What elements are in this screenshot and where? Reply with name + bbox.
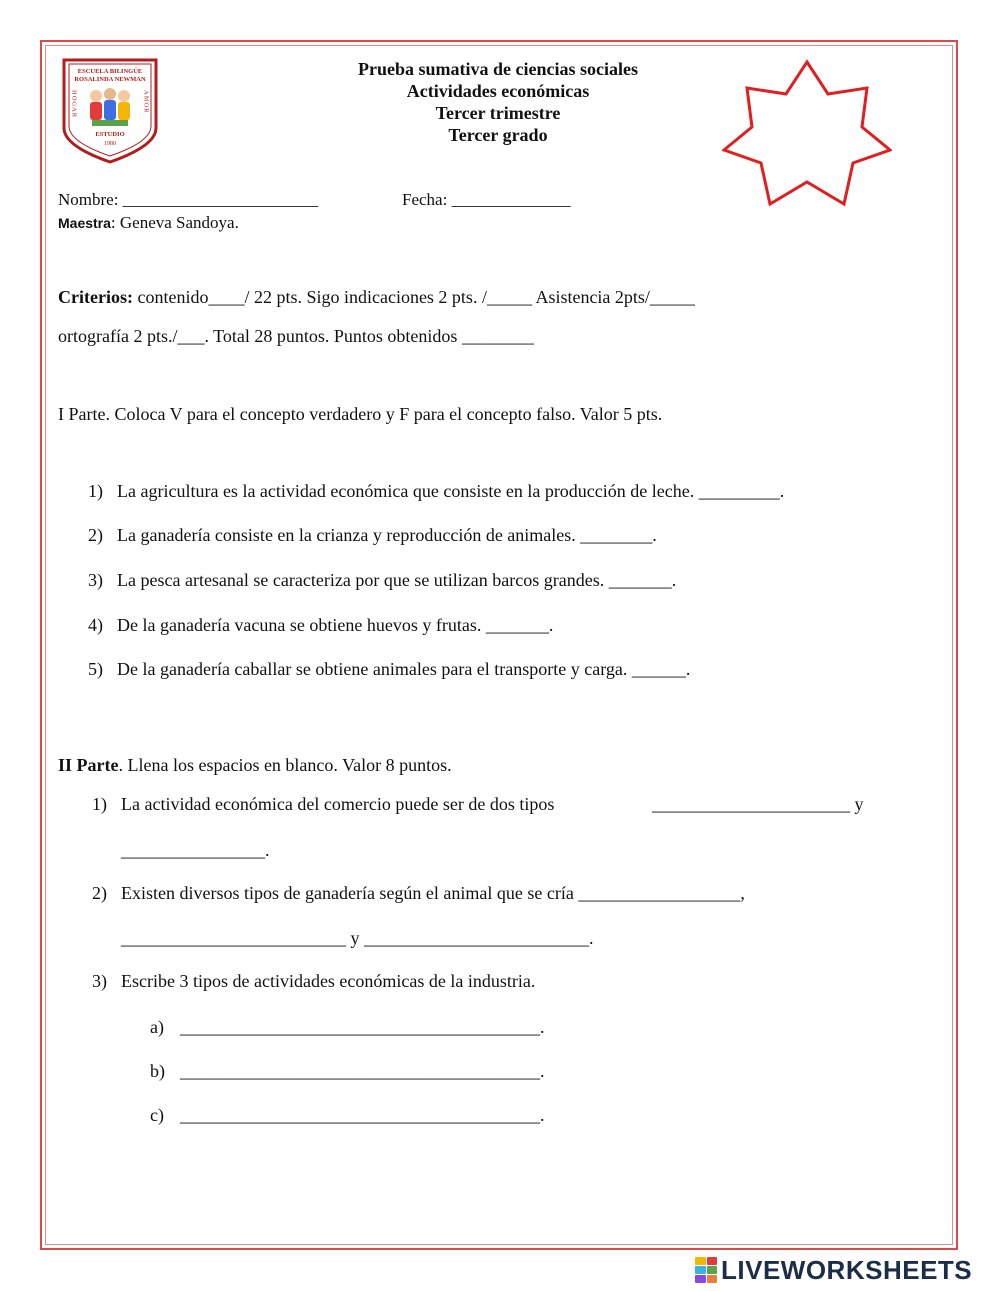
name-field[interactable]: Nombre: _______________________ — [58, 190, 319, 209]
header-line-1: Prueba sumativa de ciencias sociales — [358, 59, 638, 79]
header-line-4: Tercer grado — [448, 125, 548, 145]
part2-q3 — [92, 971, 535, 992]
liveworksheets-icon — [695, 1257, 717, 1283]
part2-q2-blanks[interactable]: _________________________ y _________________________. — [121, 928, 594, 948]
liveworksheets-brand: LIVEWORKSHEETS — [721, 1254, 973, 1285]
part1-item-2[interactable] — [88, 525, 657, 546]
part1-item-5[interactable] — [88, 659, 690, 680]
teacher-label: Maestra — [58, 215, 111, 231]
part2-q1-blank-2[interactable]: ________________. — [121, 840, 270, 860]
logo-bottom-word: ESTUDIO — [95, 131, 125, 138]
part1-item-1[interactable] — [88, 481, 784, 502]
part2-q3-option-c[interactable] — [150, 1105, 545, 1126]
date-field[interactable]: Fecha: ______________ — [402, 190, 571, 209]
q-number: 3) — [92, 971, 107, 991]
option-letter: a) — [150, 1017, 164, 1037]
item-number: 4) — [88, 615, 103, 635]
part2-instruction-text: . Llena los espacios en blanco. Valor 8 puntos. — [118, 755, 452, 775]
criteria-line-2[interactable]: ortografía 2 pts./___. Total 28 puntos. Puntos obtenidos ________ — [58, 326, 534, 346]
teacher-line — [58, 213, 239, 233]
logo-right-word: AMOR — [142, 90, 150, 114]
part2-q1-blank-1[interactable]: ______________________ y — [652, 794, 864, 814]
q-text: Escribe 3 tipos de actividades económicas de la industria. — [121, 971, 536, 991]
part1-instruction: I Parte. Coloca V para el concepto verdadero y F para el concepto falso. Valor 5 pts. — [58, 404, 663, 424]
school-logo — [60, 58, 160, 164]
item-number: 1) — [88, 481, 103, 501]
option-letter: c) — [150, 1105, 164, 1125]
teacher-name: : Geneva Sandoya. — [110, 213, 239, 232]
logo-year: 1980 — [104, 141, 116, 147]
part2-q1 — [92, 794, 554, 815]
part2-q2[interactable] — [92, 883, 745, 904]
q-number: 1) — [92, 794, 107, 814]
item-text[interactable]: La pesca artesanal se caracteriza por que se utilizan barcos grandes. _______. — [117, 570, 677, 590]
item-text[interactable]: La ganadería consiste en la crianza y reproducción de animales. ________. — [117, 525, 657, 545]
q-text[interactable]: Existen diversos tipos de ganadería según el animal que se cría __________________, — [121, 883, 745, 903]
header-line-3: Tercer trimestre — [435, 103, 561, 123]
part2-q3-option-a[interactable] — [150, 1017, 545, 1038]
option-blank[interactable]: ________________________________________. — [180, 1061, 545, 1081]
logo-school-line1: ESCUELA BILINGÜE — [77, 68, 143, 75]
option-letter: b) — [150, 1061, 165, 1081]
criteria-text-1[interactable]: contenido____/ 22 pts. Sigo indicaciones 2 pts. /_____ Asistencia 2pts/_____ — [132, 287, 695, 307]
header-line-2: Actividades económicas — [406, 81, 590, 101]
part2-instruction — [58, 755, 452, 776]
option-blank[interactable]: ________________________________________. — [180, 1105, 545, 1125]
item-text[interactable]: La agricultura es la actividad económica que consiste en la producción de leche. _________. — [117, 481, 785, 501]
liveworksheets-logo[interactable] — [695, 1255, 972, 1285]
part2-q3-option-b[interactable] — [150, 1061, 545, 1082]
item-number: 2) — [88, 525, 103, 545]
grade-star-icon[interactable] — [722, 58, 892, 208]
part1-item-4[interactable] — [88, 615, 553, 636]
item-number: 5) — [88, 659, 103, 679]
criteria-label: Criterios: — [58, 287, 133, 307]
part1-item-3[interactable] — [88, 570, 676, 591]
part2-title: II Parte — [58, 755, 119, 775]
logo-left-word: HOGAR — [70, 90, 78, 119]
exam-header — [230, 58, 766, 146]
item-number: 3) — [88, 570, 103, 590]
q-text: La actividad económica del comercio puede ser de dos tipos — [121, 794, 555, 814]
item-text[interactable]: De la ganadería caballar se obtiene animales para el transporte y carga. ______. — [117, 659, 691, 679]
criteria-line-1 — [58, 287, 695, 308]
q-number: 2) — [92, 883, 107, 903]
logo-school-line2: ROSALINDA NEWMAN — [74, 76, 146, 83]
item-text[interactable]: De la ganadería vacuna se obtiene huevos y frutas. _______. — [117, 615, 554, 635]
option-blank[interactable]: ________________________________________. — [180, 1017, 545, 1037]
